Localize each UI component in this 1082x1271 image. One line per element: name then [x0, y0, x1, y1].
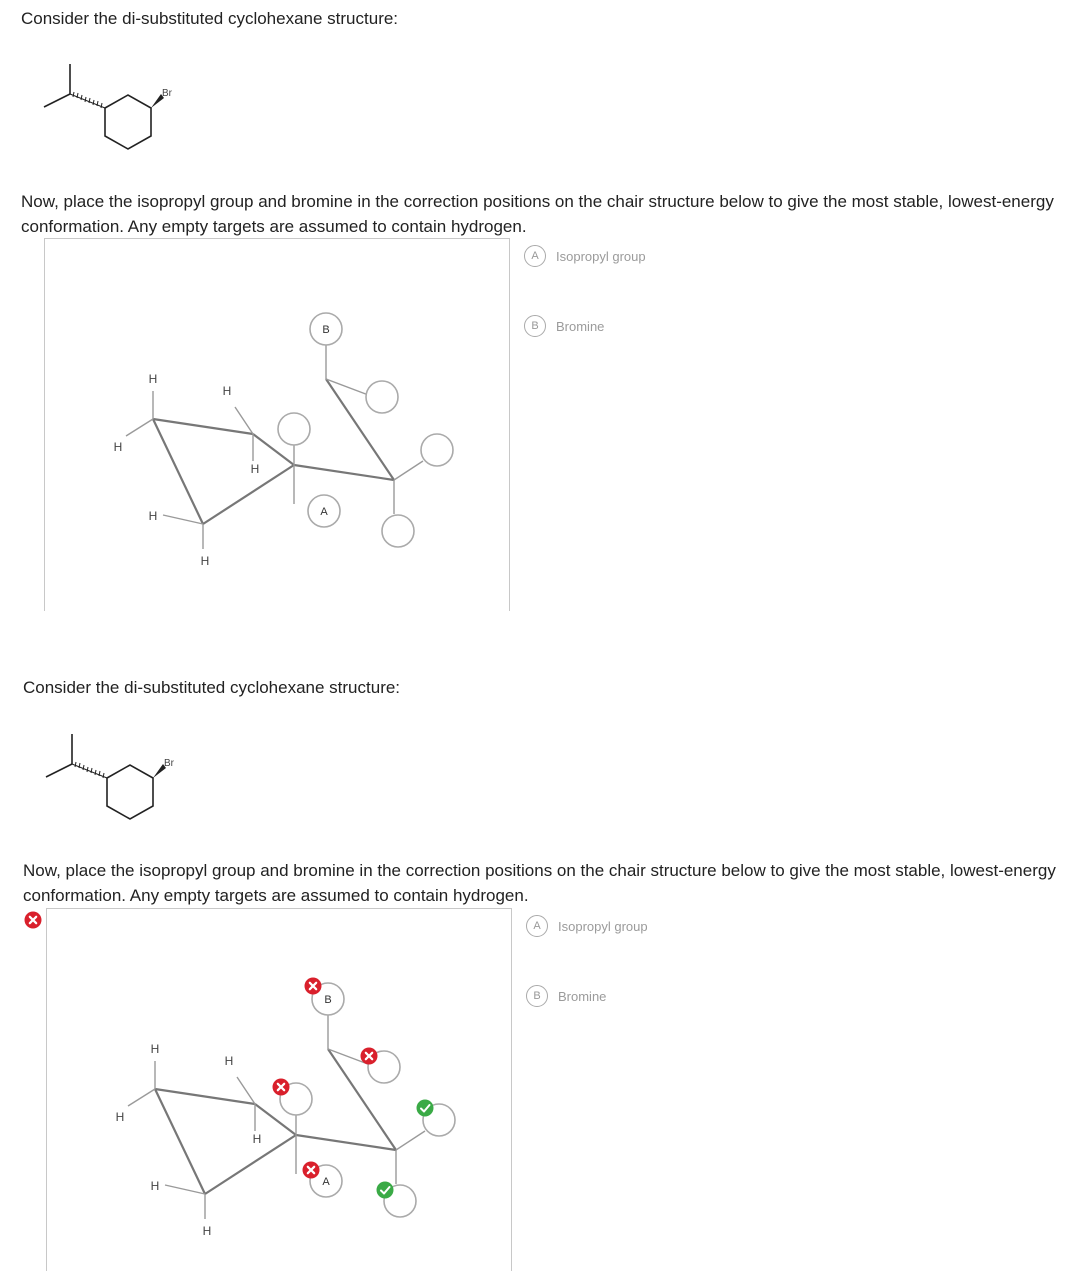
target-incorrect-icon — [361, 1048, 378, 1065]
question-2-instruction: Now, place the isopropyl group and bromine in the correction positions on the chair structure below to give the most stable, lowest-energy conformation. Any empty targets are assumed to contain hydrogen. — [23, 861, 1056, 905]
hydrogen-label: H — [222, 384, 232, 398]
placed-label-bromine: B — [322, 324, 330, 336]
legend-label-isopropyl: Isopropyl group — [556, 248, 646, 264]
question-2-cyclohexane-structure — [36, 726, 196, 826]
legend-item-isopropyl[interactable] — [524, 245, 646, 267]
legend-label-bromine: Bromine — [558, 988, 607, 1004]
hydrogen-label: H — [150, 1042, 160, 1056]
hydrogen-label: H — [224, 1054, 234, 1068]
hydrogen-label: H — [115, 1110, 125, 1124]
placed-label-isopropyl: A — [320, 506, 328, 518]
bromine-label: Br — [162, 88, 172, 99]
placed-label-bromine: B — [324, 994, 332, 1006]
target-incorrect-icon — [273, 1079, 290, 1096]
hydrogen-label: H — [250, 462, 260, 476]
target-correct-icon — [417, 1100, 434, 1117]
question-1-instruction: Now, place the isopropyl group and bromine in the correction positions on the chair structure below to give the most stable, lowest-energy conformation. Any empty targets are assumed to contain hydrogen. — [21, 192, 1054, 236]
legend-circle-a[interactable]: A — [524, 245, 546, 267]
legend-item-bromine[interactable] — [526, 985, 606, 1007]
legend-label-isopropyl: Isopropyl group — [558, 918, 648, 934]
question-2-intro: Consider the di-substituted cyclohexane structure: — [23, 678, 401, 697]
bromine-label: Br — [164, 758, 174, 769]
legend-circle-b[interactable]: B — [526, 985, 548, 1007]
question-2-incorrect-icon — [24, 911, 42, 929]
hydrogen-label: H — [200, 554, 210, 568]
question-1-intro: Consider the di-substituted cyclohexane structure: — [21, 9, 399, 28]
question-1-chair-structure — [45, 239, 509, 611]
target-incorrect-icon — [303, 1162, 320, 1179]
legend-circle-b[interactable]: B — [524, 315, 546, 337]
question-2-chair-drop-area[interactable] — [46, 908, 512, 1271]
hydrogen-label: H — [252, 1132, 262, 1146]
question-1-chair-drop-area[interactable] — [44, 238, 510, 611]
legend-item-bromine[interactable] — [524, 315, 604, 337]
hydrogen-label: H — [202, 1224, 212, 1238]
target-incorrect-icon — [305, 978, 322, 995]
hydrogen-label: H — [148, 509, 158, 523]
placed-label-isopropyl: A — [322, 1176, 330, 1188]
legend-item-isopropyl[interactable] — [526, 915, 648, 937]
question-2-chair-structure — [47, 909, 511, 1271]
hydrogen-label: H — [113, 440, 123, 454]
target-correct-icon — [377, 1182, 394, 1199]
question-1-cyclohexane-structure — [34, 56, 194, 156]
hydrogen-label: H — [150, 1179, 160, 1193]
hydrogen-label: H — [148, 372, 158, 386]
legend-label-bromine: Bromine — [556, 318, 605, 334]
legend-circle-a[interactable]: A — [526, 915, 548, 937]
